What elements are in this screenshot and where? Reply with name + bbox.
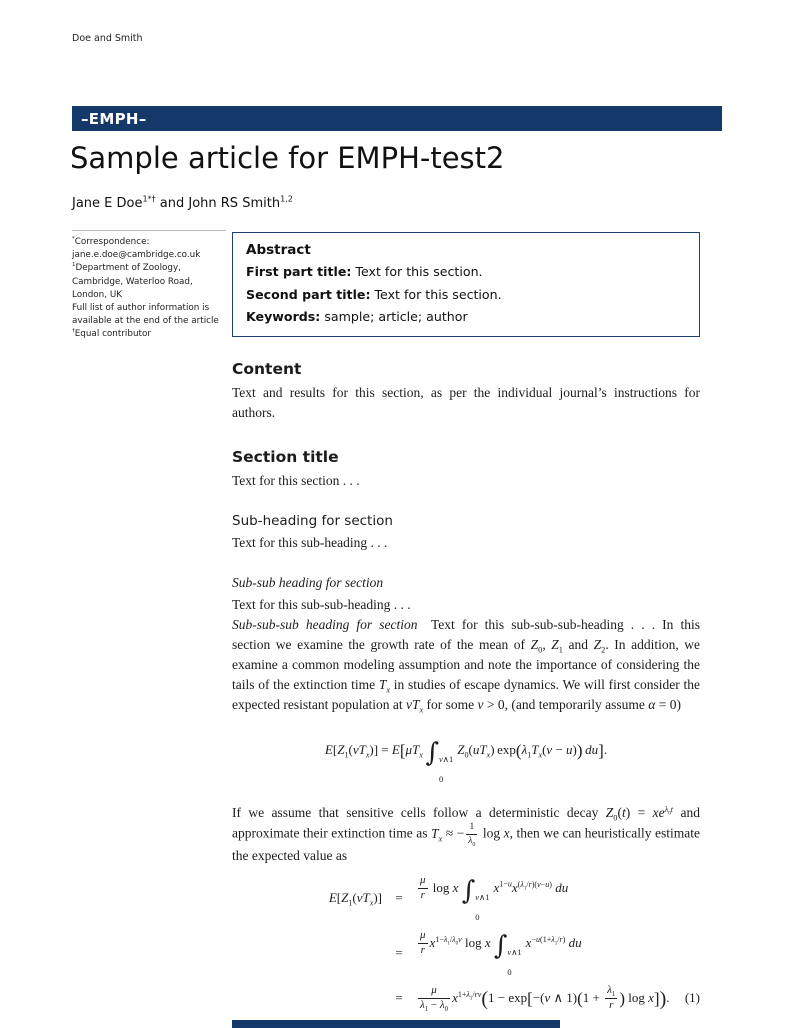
abstract-row-label: Keywords:: [246, 309, 321, 324]
sidebar-line-email: jane.e.doe@cambridge.co.uk: [72, 250, 201, 261]
equation-row: [232, 984, 700, 1014]
sidebar-line-department: $^1$Department of Zoology,: [72, 262, 181, 274]
running-head: Doe and Smith: [72, 33, 143, 44]
abstract-row-text: Text for this section.: [370, 286, 502, 302]
paragraph-content: Text and results for this section, as per the individual journal’s instructions for authors.: [232, 385, 700, 420]
page-title: Sample article for EMPH-test2: [70, 141, 505, 175]
equation-relation: =: [395, 945, 403, 960]
abstract-row-label: Second part title:: [246, 286, 371, 302]
equation-number: (1): [684, 990, 700, 1005]
subsubheading: Sub-sub heading for section: [232, 575, 384, 590]
equation-rhs: $\frac{\mu}{r}$ log x ∫ v∧1 0 $x^{1-u}x^{(\lambda_1/r)(v-u)}$ du: [420, 874, 569, 922]
abstract-row-text: sample; article; author: [320, 309, 468, 324]
sidebar-line-equal-contributor: †Equal contributor: [72, 328, 151, 340]
equation-array: [232, 874, 700, 1014]
equation-rhs: $\frac{\mu}{r}$ $x^{1-\lambda_1/\lambda_0v}$ log x ∫ v∧1 0 $x^{-u(1+\lambda_1/r)}$ du: [420, 929, 582, 977]
paragraph-subsubheading: Text for this sub-sub-heading . . .: [232, 597, 411, 612]
emph-banner: [72, 106, 722, 131]
paragraph-decay: If we assume that sensitive cells follow a deterministic decay $Z_0(t) = xe^{\lambda_0t}$ and approximate their extinction time as $T_x$ ≈ − $\frac{1}{\lambda_0}$ log x, then we can heuristically estimate the expected value as: [232, 804, 701, 863]
equation-row: [232, 875, 700, 921]
sidebar-notes: [72, 230, 226, 342]
subheading: Sub-heading for section: [232, 513, 393, 529]
abstract-row-label: First part title:: [246, 264, 352, 279]
section-heading-title: Section title: [232, 448, 339, 466]
sidebar-line-address1: Cambridge, Waterloo Road,: [72, 276, 193, 287]
abstract-box: [232, 232, 700, 337]
paragraph-subheading: Text for this sub-heading . . .: [232, 535, 388, 550]
sidebar-line-correspondence: *Correspondence:: [72, 236, 150, 247]
section-heading-content: Content: [232, 360, 302, 378]
equation-relation: =: [395, 990, 403, 1005]
equation-rhs: $\frac{\mu}{\lambda_1 - \lambda_0}$ $x^{1+\lambda_1/rv}(1 - \exp[-(v$ ∧ 1)(1 + $\frac{\lambda_1}{r}$ ) log x]).: [420, 984, 670, 1014]
abstract-heading: Abstract: [246, 242, 311, 258]
abstract-row-first-part: [246, 264, 686, 281]
equation-lhs: $E[Z_1(vT_x)]$: [328, 890, 382, 908]
equation-relation: =: [395, 890, 403, 905]
equation-row: [232, 930, 700, 976]
abstract-row-keywords: [246, 309, 686, 326]
main-column: [232, 360, 700, 1020]
paragraph-section: Text for this section . . .: [232, 473, 360, 488]
paragraph-subsubsub: Sub-sub-sub heading for section Text for this sub-sub-sub-heading . . . In this section we examine the growth rate of the mean of $Z_0$, $Z_1$ and $Z_2$. In addition, we examine a common modeling assumption and note the importance of considering the tails of the extinction time $T_x$ in studies of escape dynamics. We will first consider the expected resistant population at $vT_x$ for some v > 0, (and temporarily assume α = 0): [232, 617, 701, 715]
display-equation: $E[Z_1(vT_x)] = E[\mu T_x$ ∫ v∧1 0 $Z_0(uT_x) \exp(\lambda_1T_x(v - u))$ du].: [324, 738, 608, 784]
bottom-banner-strip: [232, 1020, 560, 1028]
banner-label: –EMPH–: [81, 109, 147, 128]
sidebar-line-fulllist1: Full list of author information is: [72, 303, 210, 314]
sidebar-line-address2: London, UK: [72, 289, 123, 300]
sidebar-line-fulllist2: available at the end of the article: [72, 316, 219, 327]
abstract-row-text: Text for this section.: [351, 264, 483, 279]
abstract-row-second-part: [246, 287, 686, 304]
authors-line: Jane E Doe$^{1*\dagger}$ and John RS Smith$^{1,2}$: [72, 194, 293, 211]
